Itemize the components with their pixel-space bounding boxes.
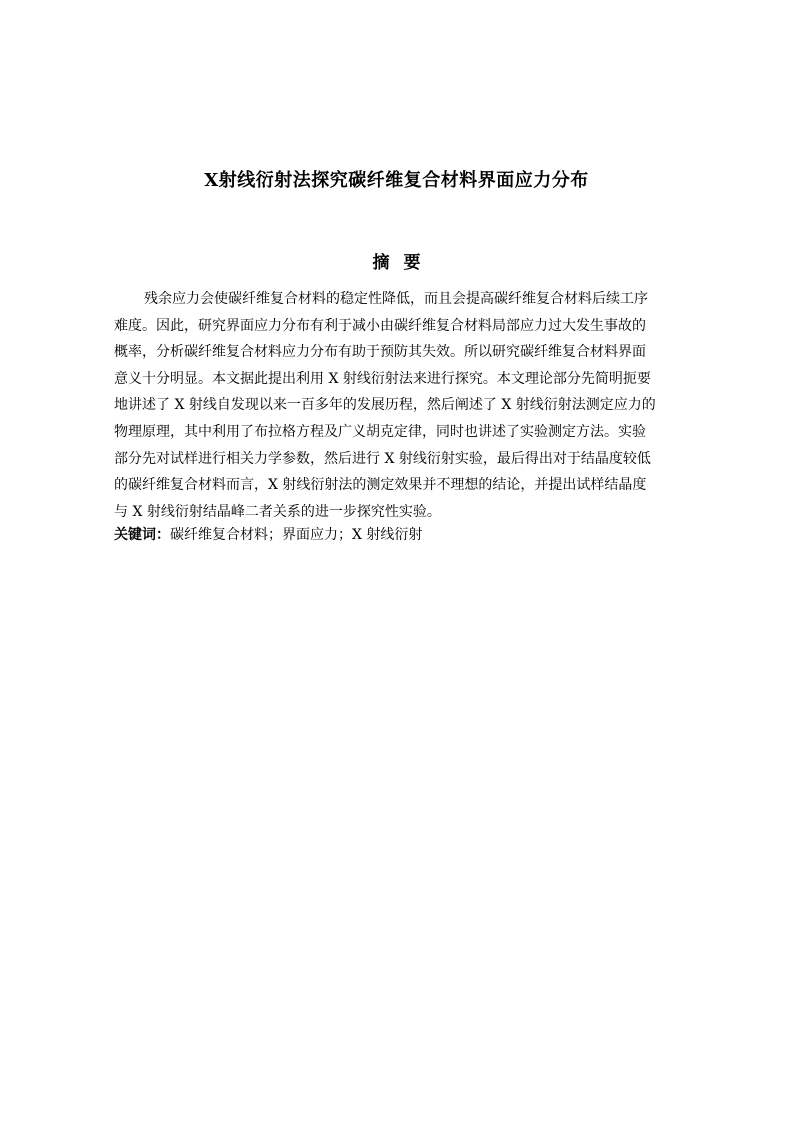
abstract-line: 部分先对试样进行相关力学参数，然后进行 X 射线衍射实验，最后得出对于结晶度较低 [114,450,651,467]
abstract-line: 难度。因此，研究界面应力分布有利于减小由碳纤维复合材料局部应力过大发生事故的 [114,317,646,334]
abstract-line: 与 X 射线衍射结晶峰二者关系的进一步探究性实验。 [114,503,441,520]
abstract-body [114,286,743,525]
abstract-line: 概率，分析碳纤维复合材料应力分布有助于预防其失效。所以研究碳纤维复合材料界面 [114,344,646,361]
abstract-line: 地讲述了 X 射线自发现以来一百多年的发展历程，然后阐述了 X 射线衍射法测定应力的 [114,397,656,414]
abstract-heading: 摘要 [372,253,435,273]
abstract-line: 意义十分明显。本文据此提出利用 X 射线衍射法来进行探究。本文理论部分先简明扼要 [114,370,651,387]
keywords-label: 关键词： [114,527,170,543]
abstract-line: 残余应力会使碳纤维复合材料的稳定性降低，而且会提高碳纤维复合材料后续工序 [144,291,648,307]
abstract-line: 的碳纤维复合材料而言，X 射线衍射法的测定效果并不理想的结论，并提出试样结晶度 [114,477,647,494]
abstract-line: 物理原理，其中利用了布拉格方程及广义胡克定律，同时也讲述了实验测定方法。实验 [114,423,646,440]
paper-title: X射线衍射法探究碳纤维复合材料界面应力分布 [204,170,589,191]
keywords [114,522,422,548]
keywords-text: 碳纤维复合材料；界面应力；X 射线衍射 [170,527,423,543]
